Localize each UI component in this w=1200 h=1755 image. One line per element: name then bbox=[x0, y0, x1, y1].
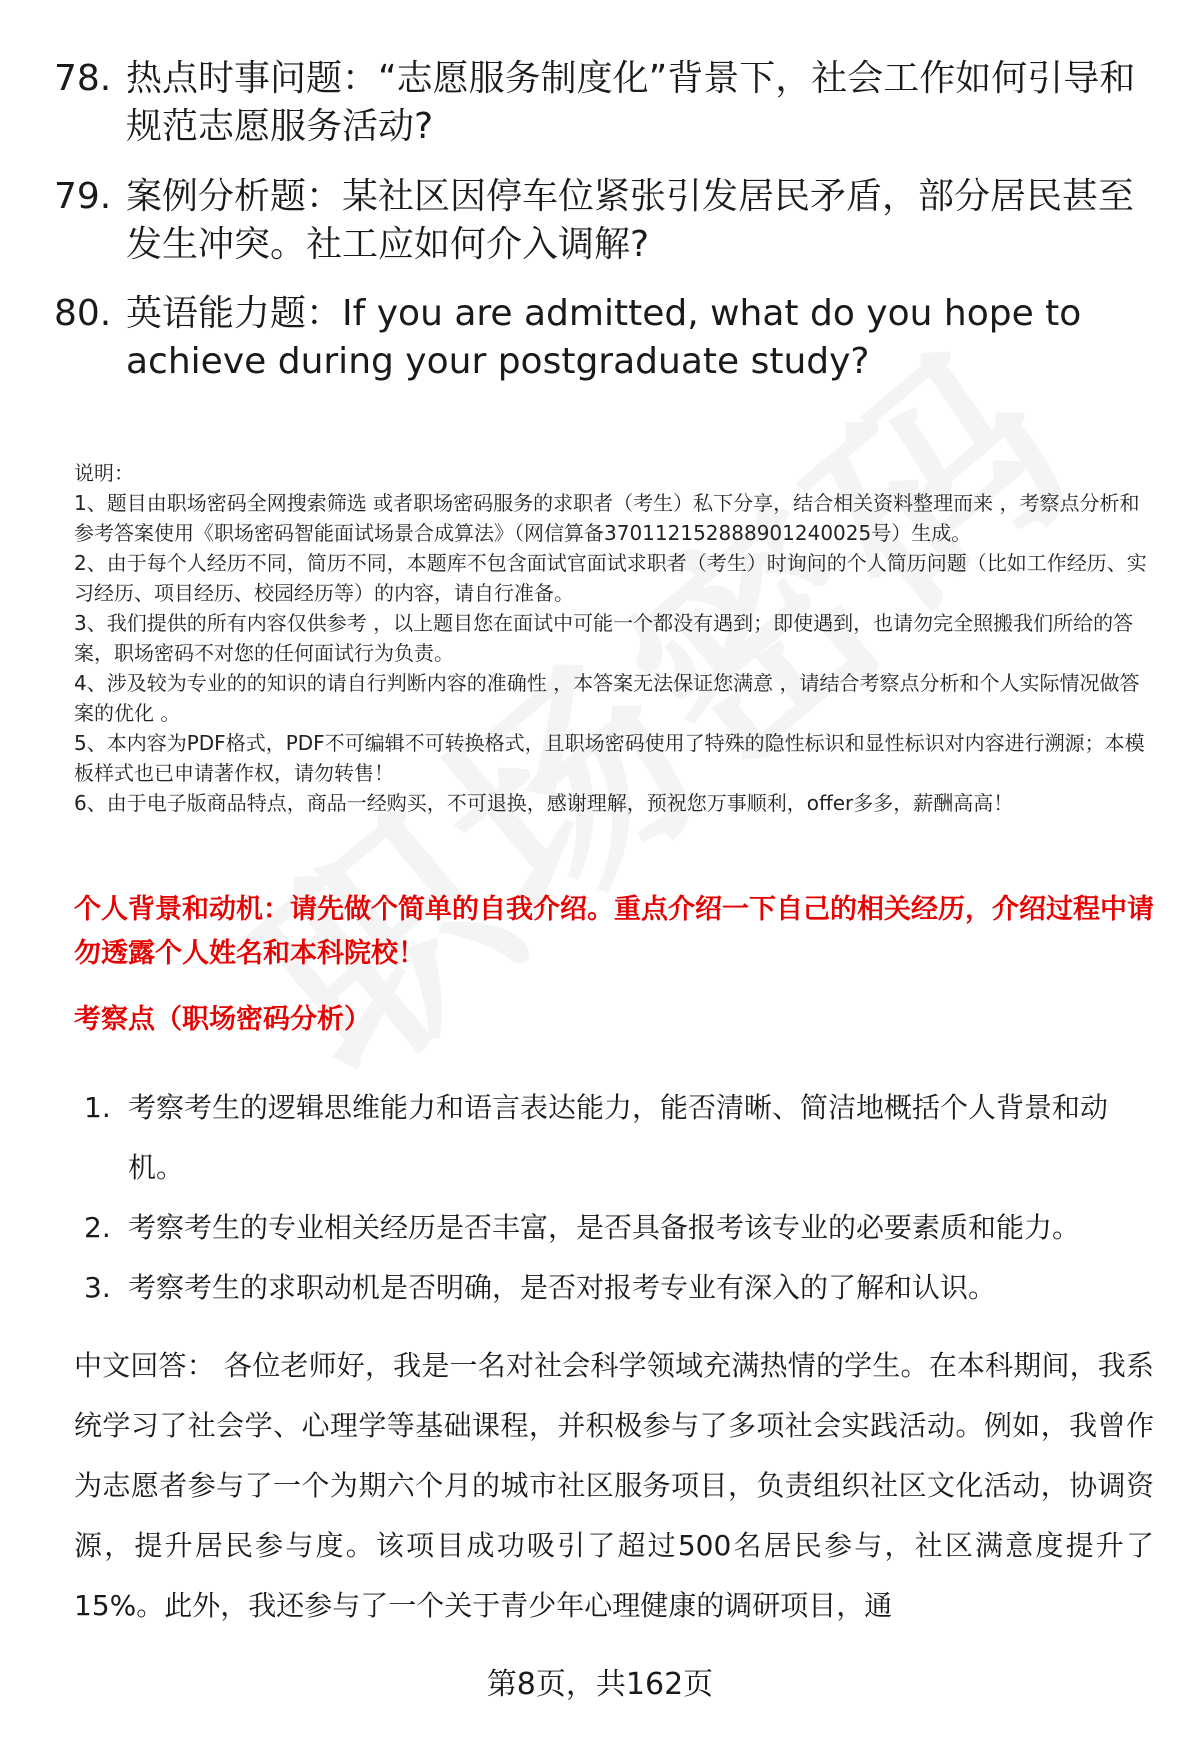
analysis-title: 考察点（职场密码分析） bbox=[74, 1004, 371, 1035]
note-item: 4、涉及较为专业的的知识的请自行判断内容的准确性 ，本答案无法保证您满意 ，请结合考察点分析和个人实际情况做答案的优化 。 bbox=[74, 671, 1140, 725]
point-number: 2. bbox=[84, 1211, 111, 1244]
analysis-point bbox=[84, 1258, 1144, 1318]
question-text: 案例分析题：某社区因停车位紧张引发居民矛盾，部分居民甚至发生冲突。社工应如何介入调解? bbox=[126, 176, 1135, 265]
page-number: 第8页，共162页 bbox=[486, 1667, 714, 1702]
question-80 bbox=[54, 290, 1154, 386]
point-number: 3. bbox=[84, 1271, 111, 1304]
note-item: 6、由于电子版商品特点，商品一经购买，不可退换，感谢理解，预祝您万事顺利，offer多多，薪酬高高！ bbox=[74, 791, 1014, 815]
note-item: 5、本内容为PDF格式，PDF不可编辑不可转换格式，且职场密码使用了特殊的隐性标识和显性标识对内容进行溯源；本模板样式也已申请著作权，请勿转售！ bbox=[74, 731, 1145, 785]
point-number: 1. bbox=[84, 1091, 111, 1124]
point-text: 考察考生的专业相关经历是否丰富，是否具备报考该专业的必要素质和能力。 bbox=[128, 1211, 1081, 1244]
point-text: 考察考生的求职动机是否明确，是否对报考专业有深入的了解和认识。 bbox=[128, 1271, 997, 1304]
note-item: 3、我们提供的所有内容仅供参考 ，以上题目您在面试中可能一个都没有遇到；即使遇到，也请勿完全照搬我们所给的答案，职场密码不对您的任何面试行为负责。 bbox=[74, 611, 1134, 665]
intro-question: 个人背景和动机：请先做个简单的自我介绍。重点介绍一下自己的相关经历，介绍过程中请勿透露个人姓名和本科院校！ bbox=[74, 894, 1154, 969]
point-text: 考察考生的逻辑思维能力和语言表达能力，能否清晰、简洁地概括个人背景和动机。 bbox=[128, 1091, 1109, 1184]
analysis-point bbox=[84, 1198, 1144, 1258]
chinese-answer: 中文回答： 各位老师好，我是一名对社会科学领域充满热情的学生。在本科期间，我系统学习了社会学、心理学等基础课程，并积极参与了多项社会实践活动。例如，我曾作为志愿者参与了一个为期六个月的城市社区服务项目，负责组织社区文化活动，协调资源，提升居民参与度。该项目成功吸引了超过500名居民参与，社区满意度提升了15%。此外，我还参与了一个关于青少年心理健康的调研项目，通 bbox=[74, 1349, 1154, 1622]
note-item: 2、由于每个人经历不同，简历不同，本题库不包含面试官面试求职者（考生）时询问的个人简历问题（比如工作经历、实习经历、项目经历、校园经历等）的内容，请自行准备。 bbox=[74, 551, 1147, 605]
question-number: 80. bbox=[54, 293, 112, 334]
analysis-points bbox=[84, 1078, 1144, 1318]
question-79 bbox=[54, 173, 1154, 269]
question-number: 78. bbox=[54, 58, 112, 99]
notes-title: 说明： bbox=[74, 461, 134, 485]
question-text: 英语能力题：If you are admitted, what do you hope to achieve during your postgraduate study? bbox=[126, 293, 1082, 382]
notes-section bbox=[74, 458, 1159, 818]
analysis-point bbox=[84, 1078, 1144, 1198]
question-78 bbox=[54, 55, 1154, 151]
question-number: 79. bbox=[54, 176, 112, 217]
note-item: 1、题目由职场密码全网搜索筛选 或者职场密码服务的求职者（考生）私下分享，结合相关资料整理而来 ，考察点分析和参考答案使用《职场密码智能面试场景合成算法》（网信算备370112152888901240025号）生成。 bbox=[74, 491, 1140, 545]
question-text: 热点时事问题：“志愿服务制度化”背景下，社会工作如何引导和规范志愿服务活动? bbox=[126, 58, 1136, 147]
